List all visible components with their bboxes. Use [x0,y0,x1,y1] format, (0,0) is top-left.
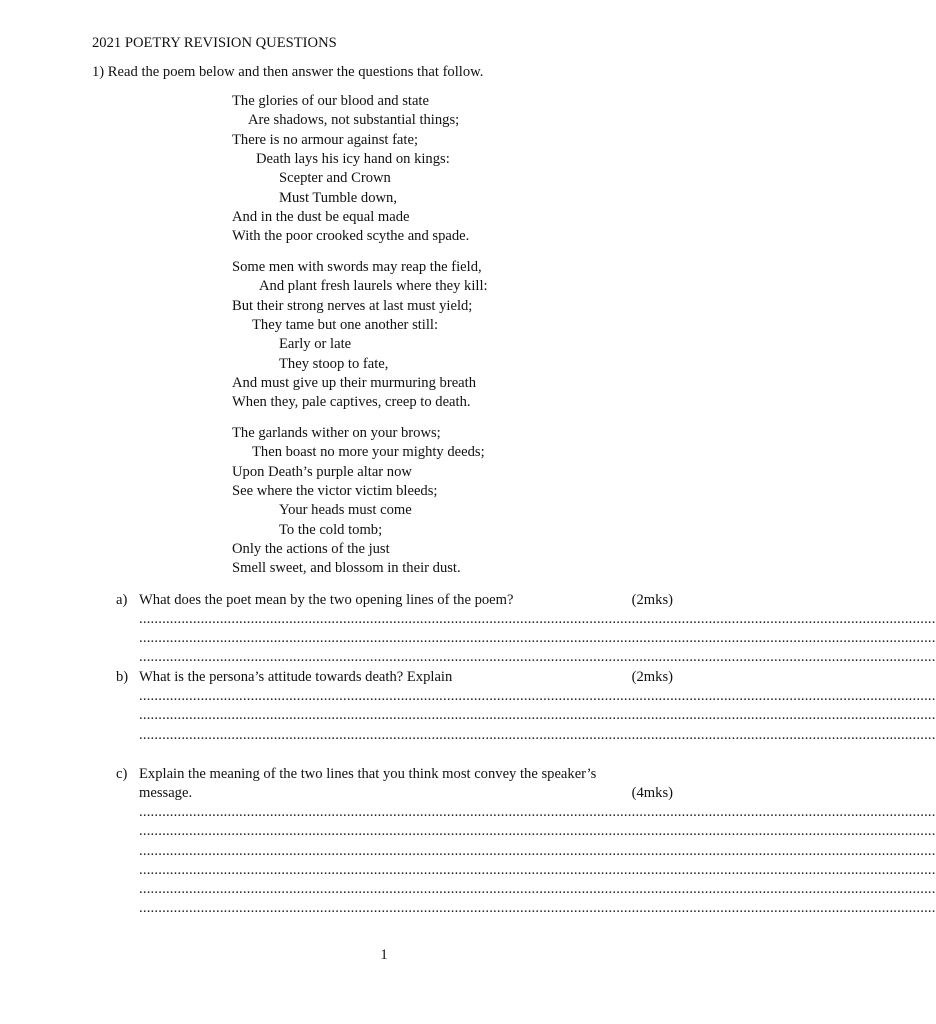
poem-line: Are shadows, not substantial things; [248,112,460,129]
poem-line: There is no armour against fate; [232,131,418,148]
answer-line[interactable]: ............................................................................................................................................................................................................... [139,611,936,627]
question-text: What does the poet mean by the two opening lines of the poem? [139,592,514,608]
poem-line: Must Tumble down, [279,189,397,206]
poem-line: But their strong nerves at last must yield; [232,297,473,314]
answer-line[interactable]: ............................................................................................................................................................................................................... [139,862,936,878]
answer-line[interactable]: ............................................................................................................................................................................................................... [139,649,936,665]
poem-line: Early or late [279,336,352,353]
poem-line: And in the dust be equal made [232,208,410,225]
poem-line: Upon Death’s purple altar now [232,463,412,480]
answer-line[interactable]: ............................................................................................................................................................................................................... [139,727,936,743]
answer-line[interactable]: ............................................................................................................................................................................................................... [139,843,936,859]
answer-line[interactable]: ............................................................................................................................................................................................................... [139,630,936,646]
question-text: What is the persona’s attitude towards death? Explain [139,669,453,685]
question-letter: b) [116,669,129,685]
poem-line: And plant fresh laurels where they kill: [259,278,488,295]
poem-line: See where the victor victim bleeds; [232,482,438,499]
poem-line: Then boast no more your mighty deeds; [252,444,485,461]
answer-line[interactable]: ............................................................................................................................................................................................................... [139,688,936,704]
instruction-text: 1) Read the poem below and then answer the questions that follow. [92,64,484,80]
poem-line: They stoop to fate, [279,355,389,372]
poem-line: Your heads must come [279,502,412,519]
answer-line[interactable]: ............................................................................................................................................................................................................... [139,823,936,839]
answer-line[interactable]: ............................................................................................................................................................................................................... [139,707,936,723]
poem-line: The garlands wither on your brows; [232,425,441,441]
answer-line[interactable]: ............................................................................................................................................................................................................... [139,900,936,916]
poem-line: Smell sweet, and blossom in their dust. [232,560,461,577]
question-marks: (4mks) [631,785,673,801]
question-marks: (2mks) [631,592,673,608]
question-text-continued: message. [139,785,193,801]
answer-line[interactable]: ............................................................................................................................................................................................................... [139,804,936,820]
poem-line: Scepter and Crown [279,170,391,187]
question-marks: (2mks) [631,669,673,685]
question-letter: a) [116,592,128,608]
poem-line: To the cold tomb; [279,521,383,538]
poem-line: The glories of our blood and state [232,93,429,109]
page-number: 1 [380,947,388,963]
poem-line: They tame but one another still: [252,316,439,333]
poem-line: Death lays his icy hand on kings: [256,150,450,167]
poem-line: Some men with swords may reap the field, [232,259,482,275]
question-text: Explain the meaning of the two lines that you think most convey the speaker’s [139,766,597,782]
answer-line[interactable]: ............................................................................................................................................................................................................... [139,881,936,897]
poem-line: And must give up their murmuring breath [232,374,476,391]
poem-line: Only the actions of the just [232,540,390,557]
document-title: 2021 POETRY REVISION QUESTIONS [92,35,337,51]
question-letter: c) [116,766,128,782]
poem-line: With the poor crooked scythe and spade. [232,228,470,245]
poem-line: When they, pale captives, creep to death. [232,394,471,411]
